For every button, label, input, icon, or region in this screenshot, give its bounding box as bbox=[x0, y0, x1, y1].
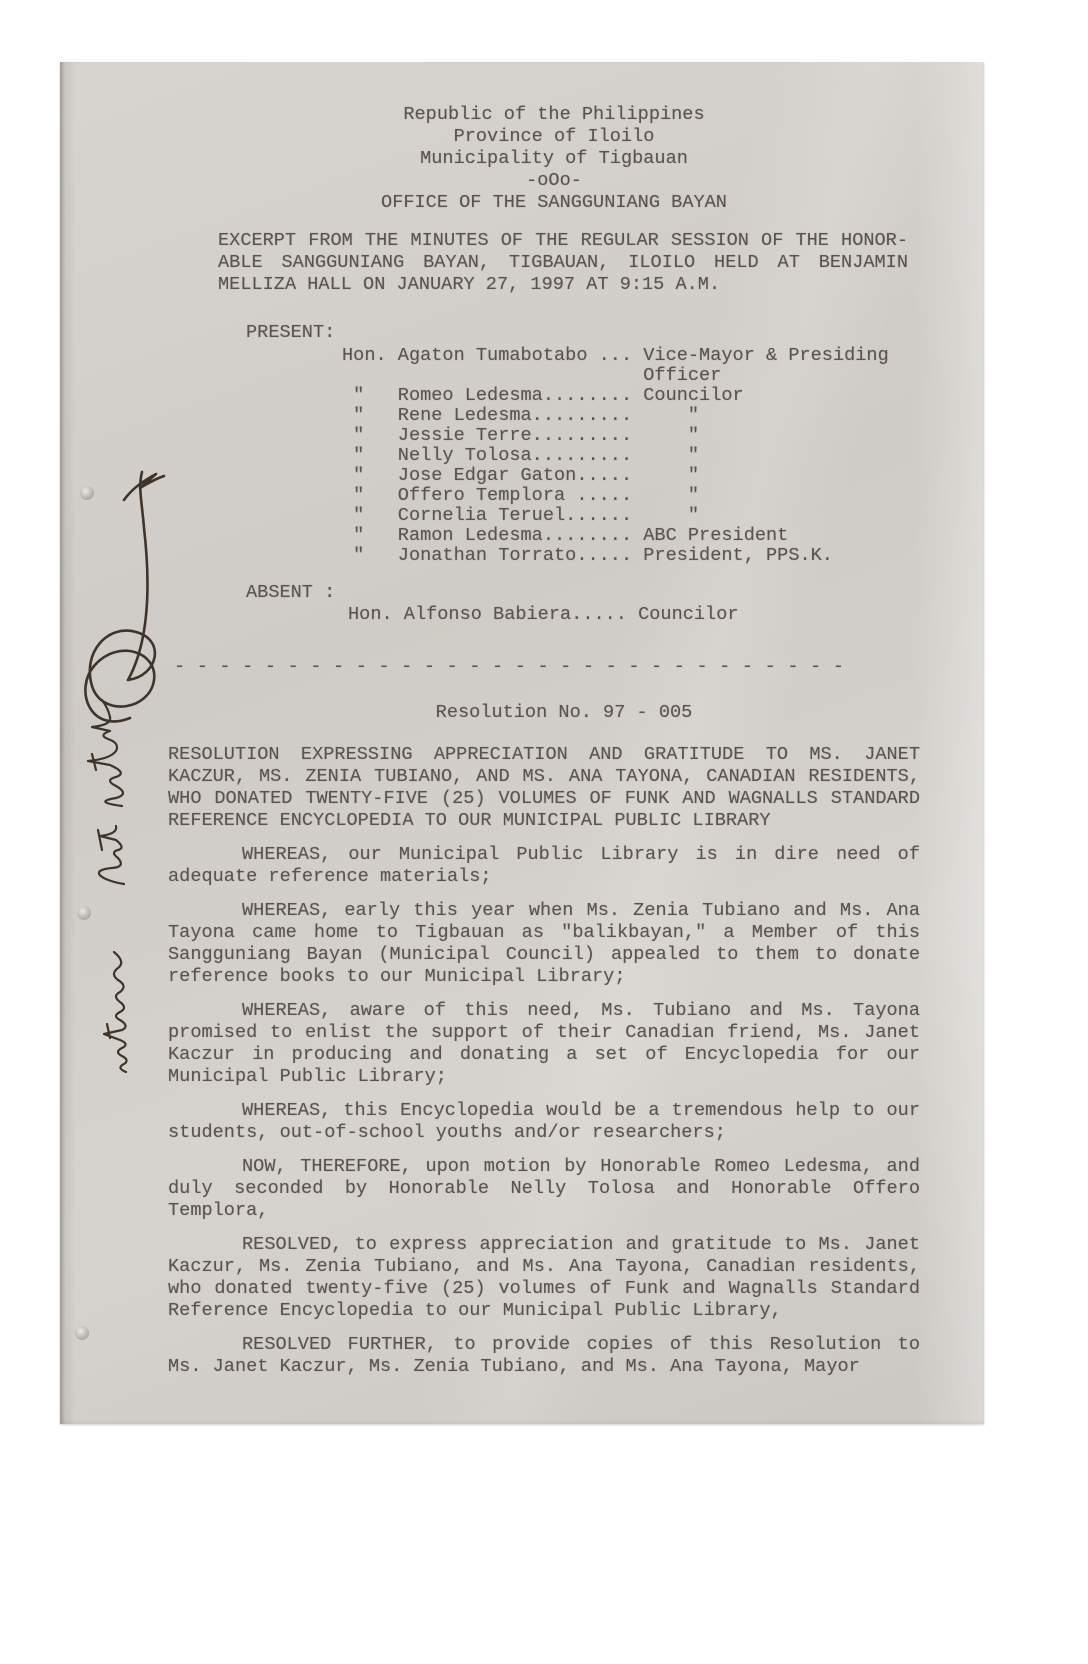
paragraph-line: NOW, THEREFORE, upon motion by Honorable Romeo Ledesma, and bbox=[242, 1156, 920, 1177]
body-paragraph bbox=[168, 1100, 920, 1144]
punch-hole bbox=[80, 486, 94, 500]
attendance-row: " Nelly Tolosa......... " bbox=[342, 445, 700, 466]
paragraph-line: who donated twenty-five (25) volumes of Funk and Wagnalls Standard bbox=[168, 1278, 920, 1299]
paragraph-line: adequate reference materials; bbox=[168, 866, 492, 887]
title-line: RESOLUTION EXPRESSING APPRECIATION AND GRATITUDE TO MS. JANET bbox=[168, 744, 920, 765]
paragraph-line: Tayona came home to Tigbauan as "balikbayan," a Member of this bbox=[168, 922, 920, 943]
paragraph-line: Kaczur, Ms. Zenia Tubiano, and Ms. Ana Tayona, Canadian residents, bbox=[168, 1256, 920, 1277]
paragraph-line: Sangguniang Bayan (Municipal Council) appealed to them to donate bbox=[168, 944, 920, 965]
excerpt-line: EXCERPT FROM THE MINUTES OF THE REGULAR SESSION OF THE HONOR- bbox=[218, 230, 908, 251]
absent-entry: Hon. Alfonso Babiera..... Councilor bbox=[348, 604, 739, 625]
attendance-row: " Jonathan Torrato..... President, PPS.K. bbox=[342, 545, 833, 566]
paragraph-line: WHEREAS, early this year when Ms. Zenia Tubiano and Ms. Ana bbox=[242, 900, 920, 921]
attendance-row: " Jessie Terre......... " bbox=[342, 425, 700, 446]
punch-hole bbox=[75, 1326, 89, 1340]
paragraph-line: reference books to our Municipal Library; bbox=[168, 966, 626, 987]
attendance-row: " Cornelia Teruel...... " bbox=[342, 505, 700, 526]
header-line: Province of Iloilo bbox=[453, 126, 655, 147]
document-header bbox=[168, 104, 920, 214]
body-paragraph bbox=[168, 1000, 920, 1088]
excerpt-paragraph bbox=[218, 230, 908, 296]
attendance-row: Officer bbox=[342, 365, 722, 386]
paragraph-line: Municipal Public Library; bbox=[168, 1066, 447, 1087]
absent-label: ABSENT : bbox=[246, 582, 336, 603]
excerpt-line: MELLIZA HALL ON JANUARY 27, 1997 AT 9:15 A.M. bbox=[218, 274, 721, 295]
separator-dashes: - - - - - - - - - - - - - - - - - - - - - - - - - - - - - - bbox=[174, 656, 845, 677]
attendance-row: " Jose Edgar Gaton..... " bbox=[342, 465, 700, 486]
resolution-number: Resolution No. 97 - 005 bbox=[435, 702, 693, 723]
excerpt-line: ABLE SANGGUNIANG BAYAN, TIGBAUAN, ILOILO HELD AT BENJAMIN bbox=[218, 252, 908, 273]
present-label: PRESENT: bbox=[246, 322, 336, 343]
title-line: WHO DONATED TWENTY-FIVE (25) VOLUMES OF FUNK AND WAGNALLS STANDARD bbox=[168, 788, 920, 809]
paragraph-line: promised to enlist the support of their Canadian friend, Ms. Janet bbox=[168, 1022, 920, 1043]
paragraph-line: Reference Encyclopedia to our Municipal Public Library, bbox=[168, 1300, 782, 1321]
body-paragraph bbox=[168, 1156, 920, 1222]
body-paragraph bbox=[168, 844, 920, 888]
attendance-list bbox=[342, 346, 920, 566]
paragraph-line: RESOLVED FURTHER, to provide copies of this Resolution to bbox=[242, 1334, 920, 1355]
paragraph-line: RESOLVED, to express appreciation and gratitude to Ms. Janet bbox=[242, 1234, 920, 1255]
body-paragraph bbox=[168, 1334, 920, 1378]
attendance-row: " Rene Ledesma......... " bbox=[342, 405, 700, 426]
header-line: Municipality of Tigbauan bbox=[420, 148, 688, 169]
body-paragraph bbox=[168, 900, 920, 988]
attendance-row: " Offero Templora ..... " bbox=[342, 485, 700, 506]
paragraph-line: students, out-of-school youths and/or researchers; bbox=[168, 1122, 726, 1143]
paragraph-line: WHEREAS, this Encyclopedia would be a tremendous help to our bbox=[242, 1100, 920, 1121]
document-page bbox=[60, 62, 984, 1424]
title-line: REFERENCE ENCYCLOPEDIA TO OUR MUNICIPAL PUBLIC LIBRARY bbox=[168, 810, 771, 831]
paragraph-line: WHEREAS, aware of this need, Ms. Tubiano and Ms. Tayona bbox=[242, 1000, 920, 1021]
punch-hole bbox=[77, 906, 91, 920]
paragraph-line: Templora, bbox=[168, 1200, 269, 1221]
title-line: KACZUR, MS. ZENIA TUBIANO, AND MS. ANA TAYONA, CANADIAN RESIDENTS, bbox=[168, 766, 920, 787]
paragraph-line: Kaczur in producing and donating a set of Encyclopedia for our bbox=[168, 1044, 920, 1065]
header-line: Republic of the Philippines bbox=[403, 104, 705, 125]
body-paragraph bbox=[168, 1234, 920, 1322]
paragraph-line: Ms. Janet Kaczur, Ms. Zenia Tubiano, and Ms. Ana Tayona, Mayor bbox=[168, 1356, 860, 1377]
header-line: OFFICE OF THE SANGGUNIANG BAYAN bbox=[381, 192, 727, 213]
paragraph-line: duly seconded by Honorable Nelly Tolosa and Honorable Offero bbox=[168, 1178, 920, 1199]
header-line: -oOo- bbox=[526, 170, 582, 191]
attendance-row: Hon. Agaton Tumabotabo ... Vice-Mayor & Presiding bbox=[342, 345, 889, 366]
document-content bbox=[168, 62, 920, 1378]
paragraph-line: WHEREAS, our Municipal Public Library is in dire need of bbox=[242, 844, 920, 865]
attendance-row: " Romeo Ledesma........ Councilor bbox=[342, 385, 744, 406]
resolution-title bbox=[168, 744, 920, 832]
attendance-row: " Ramon Ledesma........ ABC President bbox=[342, 525, 789, 546]
